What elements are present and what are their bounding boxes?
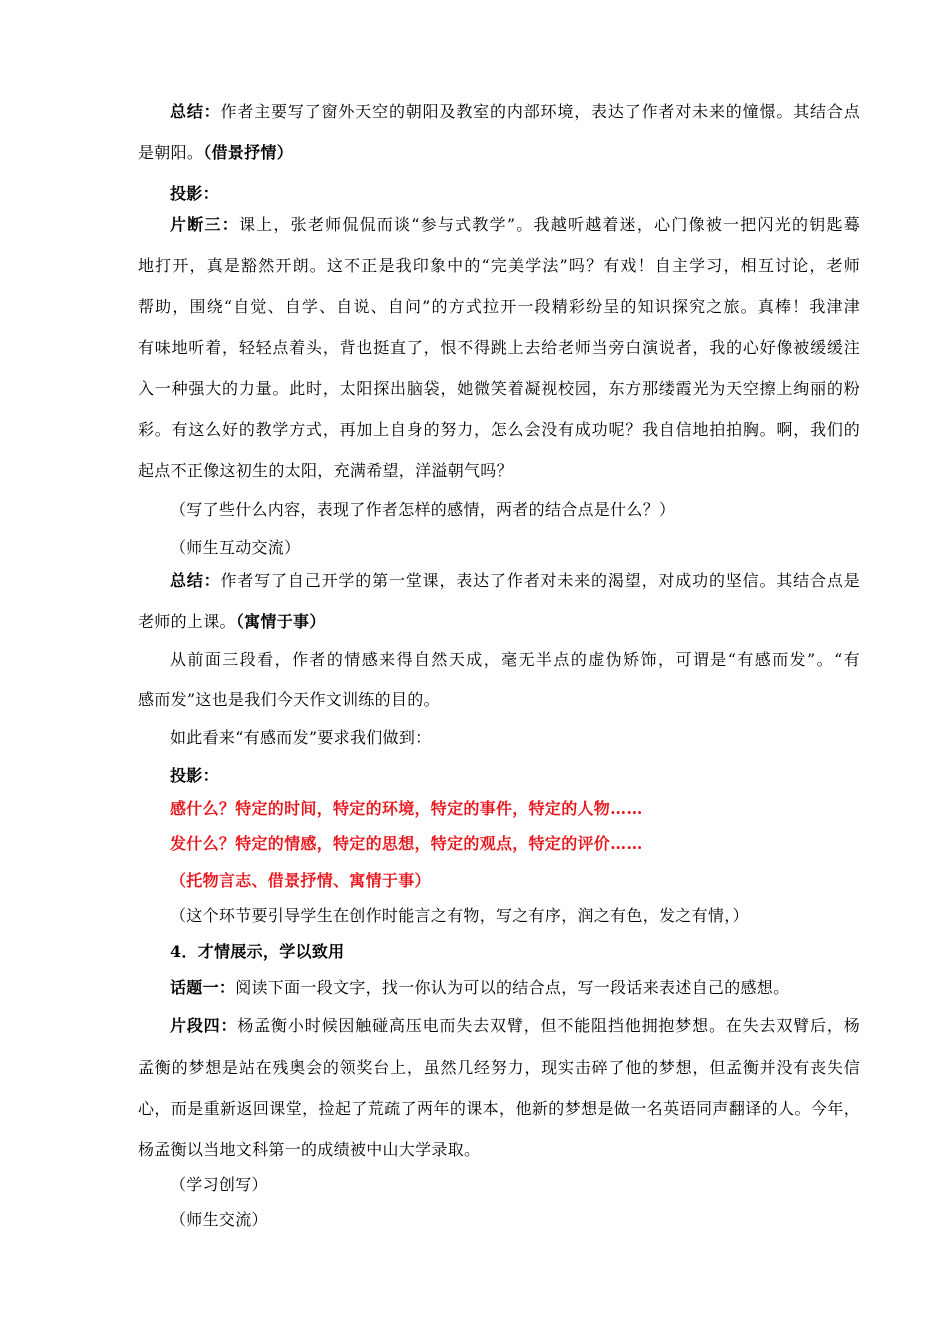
section-heading-4: 4．才情展示，学以致用 [170,942,345,961]
projection-label: 投影： [170,766,219,785]
excerpt-3-line-6: 彩。有这么好的教学方式，再加上自身的努力，怎么会没有成功呢？我自信地拍拍胸。啊，我们的 [138,420,860,439]
excerpt-3-line-7: 起点不正像这初生的太阳，充满希望，洋溢朝气吗？ [138,461,513,480]
summary-label: 总结： [170,102,221,121]
practice-note: （学习创写） [170,1175,268,1194]
technique-tag: （借景抒情） [203,143,294,162]
requirement-intro: 如此看来“有感而发”要求我们做到： [170,728,432,747]
summary-label: 总结： [170,571,221,590]
excerpt-3-line-1: 片断三：课上，张老师侃侃而谈“参与式教学”。我越听越着迷，心门像被一把闪光的钥匙蓦 [170,215,860,234]
excerpt-4-line-2: 孟衡的梦想是站在残奥会的领奖台上，虽然几经努力，现实击碎了他的梦想，但孟衡并没有丧失信 [138,1058,860,1077]
excerpt-label: 片段四： [170,1016,238,1035]
summary-paragraph-1-line-2: 是朝阳。（借景抒情） [138,143,294,162]
technique-tag: （寓情于事） [235,612,326,631]
exchange-note: （师生交流） [170,1210,268,1229]
excerpt-4-line-4: 杨孟衡以当地文科第一的成绩被中山大学录取。 [138,1140,481,1159]
interaction-note: （师生互动交流） [170,538,301,557]
excerpt-4-line-3: 心，而是重新返回课堂，捡起了荒疏了两年的课本，他新的梦想是做一名英语同声翻译的人。今年， [138,1099,860,1118]
topic-label: 话题一： [170,978,236,997]
express-what-line: 发什么？特定的情感，特定的思想，特定的观点，特定的评价…… [170,834,643,853]
summary-paragraph-2-line-2: 老师的上课。（寓情于事） [138,612,326,631]
question-note: （写了些什么内容，表现了作者怎样的感情，两者的结合点是什么？） [170,500,676,519]
excerpt-4-line-1: 片段四：杨孟衡小时候因触碰高压电而失去双臂，但不能阻挡他拥抱梦想。在失去双臂后，杨 [170,1016,860,1035]
analysis-line-1: 从前面三段看，作者的情感来得自然天成，毫无半点的虚伪矫饰，可谓是“有感而发”。“有 [170,650,860,669]
excerpt-3-line-2: 地打开，真是豁然开朗。这不正是我印象中的“完美学法”吗？有戏！自主学习，相互讨论，老师 [138,256,860,275]
summary-paragraph-2-line-1: 总结：作者写了自己开学的第一堂课，表达了作者对未来的渴望，对成功的坚信。其结合点是 [170,571,860,590]
teaching-note: （这个环节要引导学生在创作时能言之有物，写之有序，润之有色，发之有情，） [170,906,749,925]
excerpt-3-line-3: 帮助，围绕“自觉、自学、自说、自问”的方式拉开一段精彩纷呈的知识探究之旅。真棒！我津津 [138,297,860,316]
excerpt-3-line-5: 入一种强大的力量。此时，太阳探出脑袋，她微笑着凝视校园，东方那缕霞光为天空擦上绚丽的粉 [138,379,860,398]
projection-label: 投影： [170,184,219,203]
excerpt-3-line-4: 有味地听着，轻轻点着头，背也挺直了，恨不得跳上去给老师当旁白演说者，我的心好像被缓缓注 [138,338,860,357]
feel-what-line: 感什么？特定的时间，特定的环境，特定的事件，特定的人物…… [170,799,643,818]
analysis-line-2: 感而发”这也是我们今天作文训练的目的。 [138,690,440,709]
techniques-line: （托物言志、借景抒情、寓情于事） [170,871,431,890]
excerpt-label: 片断三： [170,215,239,234]
summary-paragraph-1-line-1: 总结：作者主要写了窗外天空的朝阳及教室的内部环境，表达了作者对未来的憧憬。其结合点 [170,102,860,121]
topic-1-line: 话题一：阅读下面一段文字，找一你认为可以的结合点，写一段话来表述自己的感想。 [170,978,790,997]
